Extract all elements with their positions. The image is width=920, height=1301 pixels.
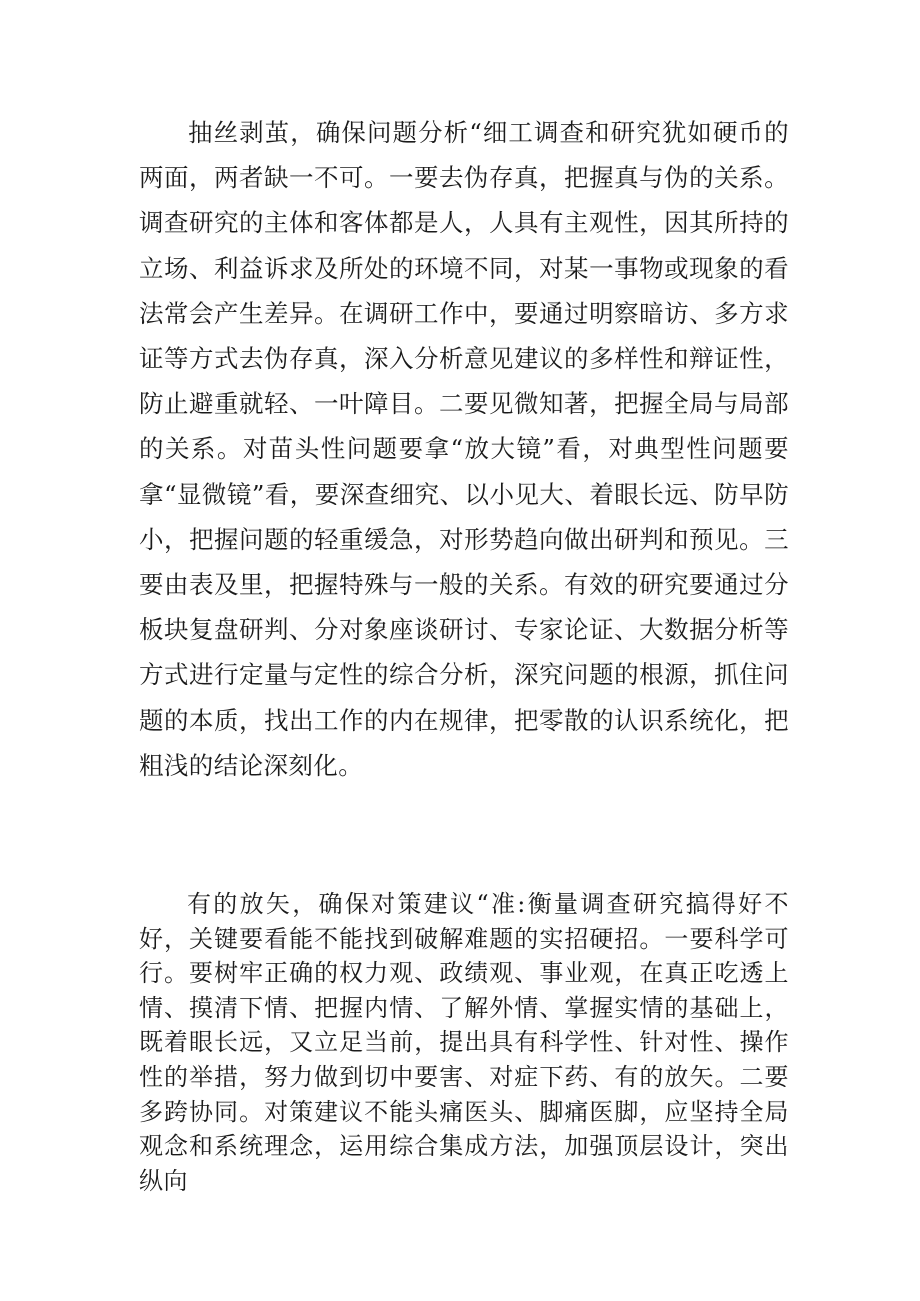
paragraph-countermeasures: 有的放矢，确保对策建议“准:衡量调查研究搞得好不好，关键要看能不能找到破解难题的实招硬招。一要科学可行。要树牢正确的权力观、政绩观、事业观，在真正吃透上情、摸清下情、把握内情、了解外情、掌握实情的基础上，既着眼长远，又立足当前，提出具有科学性、针对性、操作性的举措，努力做到切中要害、对症下药、有的放矢。二要多跨协同。对策建议不能头痛医头、脚痛医脚，应坚持全局观念和系统理念，运用综合集成方法，加强顶层设计，突出纵向 [139, 890, 789, 1195]
paragraph-analysis: 抽丝剥茧，确保问题分析“细工调查和研究犹如硬币的两面，两者缺一不可。一要去伪存真，把握真与伪的关系。调查研究的主体和客体都是人，人具有主观性，因其所持的立场、利益诉求及所处的环境不同，对某一事物或现象的看法常会产生差异。在调研工作中，要通过明察暗访、多方求证等方式去伪存真，深入分析意见建议的多样性和辩证性，防止避重就轻、一叶障目。二要见微知著，把握全局与局部的关系。对苗头性问题要拿“放大镜”看，对典型性问题要拿“显微镜”看，要深查细究、以小见大、着眼长远、防早防小，把握问题的轻重缓急，对形势趋向做出研判和预见。三要由表及里，把握特殊与一般的关系。有效的研究要通过分板块复盘研判、分对象座谈研讨、专家论证、大数据分析等方式进行定量与定性的综合分析，深究问题的根源，抓住问题的本质，找出工作的内在规律，把零散的认识系统化，把粗浅的结论深刻化。 [139, 118, 789, 780]
